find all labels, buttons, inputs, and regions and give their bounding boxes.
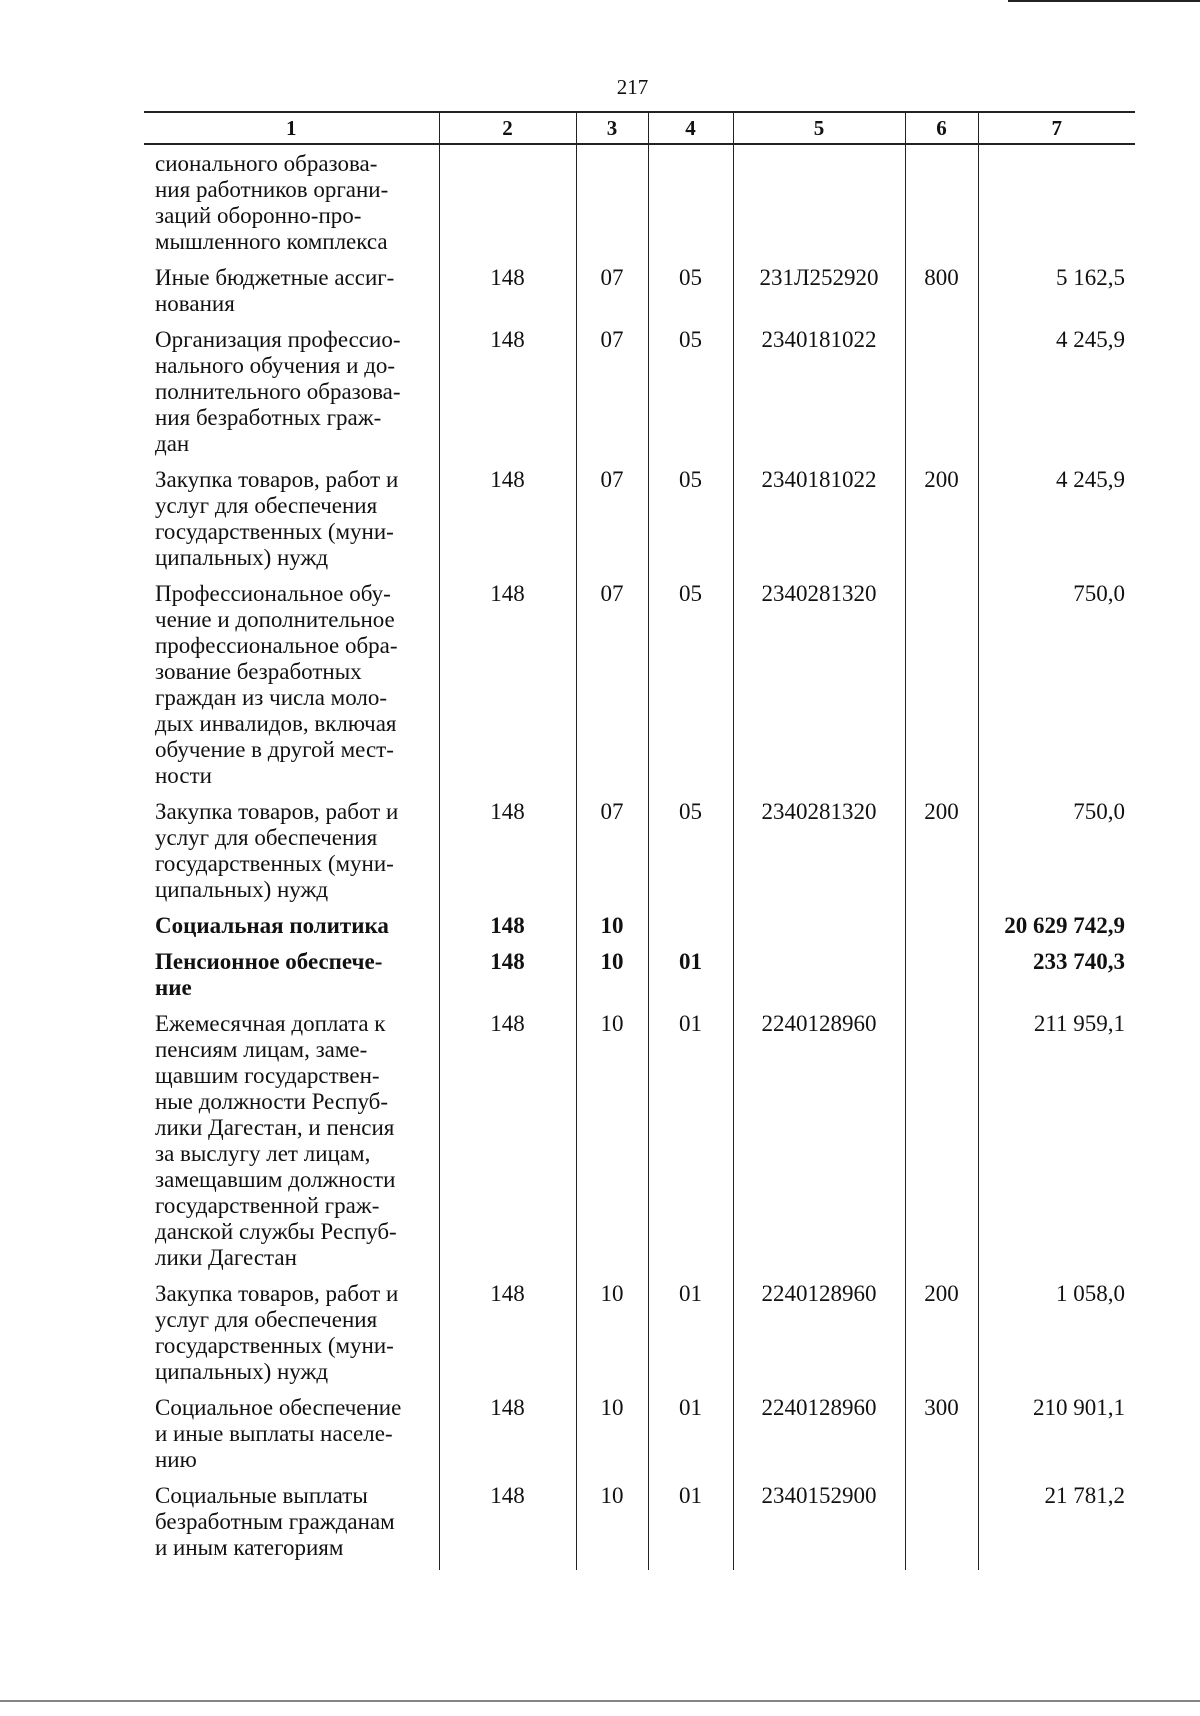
cell-name: Закупка товаров, работ и услуг для обеспечения государственных (муни- ципальных) нужд [155, 799, 399, 902]
cell-name: Социальная политика [155, 913, 389, 938]
cell-name: Ежемесячная доплата к пенсиям лицам, заме- щавшим государствен- ные должности Респуб- лики Дагестан, и пенсия за выслугу лет лицам, замещавшим должности государственной граж- данской службы Респуб- лики Дагестан [155, 1011, 397, 1270]
table-row [144, 466, 1135, 580]
cell-target-article: 2340281320 [733, 580, 905, 798]
cell-target-article: 231Л252920 [733, 264, 905, 326]
cell-expense-type [905, 580, 978, 798]
cell-admin-code: 148 [439, 466, 576, 580]
cell-name: Социальные выплаты безработным гражданам и иным категориям [155, 1483, 395, 1560]
cell-amount: 4 245,9 [978, 466, 1135, 580]
page-number: 217 [616, 75, 649, 99]
table-row [144, 326, 1135, 466]
cell-section: 10 [576, 1394, 648, 1482]
cell-subsection: 05 [648, 798, 733, 912]
cell-section: 07 [576, 326, 648, 466]
cell-expense-type [905, 1482, 978, 1570]
cell-admin-code: 148 [439, 326, 576, 466]
cell-admin-code: 148 [439, 912, 576, 948]
cell-subsection [648, 144, 733, 264]
cell-subsection [648, 912, 733, 948]
cell-admin-code: 148 [439, 798, 576, 912]
cell-name: Организация профессио- нального обучения и до- полнительного образова- ния безработных граж- дан [155, 327, 401, 456]
cell-subsection: 01 [648, 1010, 733, 1280]
cell-expense-type [905, 326, 978, 466]
cell-expense-type [905, 144, 978, 264]
header-col-6: 6 [905, 112, 978, 144]
cell-subsection: 01 [648, 948, 733, 1010]
cell-expense-type [905, 948, 978, 1010]
cell-expense-type: 200 [905, 1280, 978, 1394]
cell-amount: 4 245,9 [978, 326, 1135, 466]
cell-name: Закупка товаров, работ и услуг для обеспечения государственных (муни- ципальных) нужд [155, 1281, 399, 1384]
cell-subsection: 01 [648, 1280, 733, 1394]
table-row [144, 948, 1135, 1010]
cell-section: 10 [576, 1280, 648, 1394]
header-row [144, 112, 1135, 144]
cell-target-article [733, 144, 905, 264]
cell-admin-code: 148 [439, 948, 576, 1010]
cell-admin-code: 148 [439, 264, 576, 326]
table-row [144, 1280, 1135, 1394]
table-row [144, 1394, 1135, 1482]
cell-name: Профессиональное обу- чение и дополнительное профессиональное обра- зование безработных граждан из числа моло- дых инвалидов, включая обучение в другой мест- ности [155, 581, 398, 788]
budget-table [144, 111, 1135, 1570]
cell-amount: 233 740,3 [978, 948, 1135, 1010]
cell-target-article: 2340181022 [733, 326, 905, 466]
cell-section [576, 144, 648, 264]
cell-target-article: 2340281320 [733, 798, 905, 912]
cell-amount: 210 901,1 [978, 1394, 1135, 1482]
cell-admin-code: 148 [439, 1482, 576, 1570]
cell-expense-type: 800 [905, 264, 978, 326]
cell-expense-type: 200 [905, 466, 978, 580]
cell-target-article: 2340181022 [733, 466, 905, 580]
header-col-5: 5 [733, 112, 905, 144]
cell-expense-type [905, 1010, 978, 1280]
cell-admin-code: 148 [439, 1394, 576, 1482]
cell-amount: 750,0 [978, 580, 1135, 798]
cell-section: 07 [576, 466, 648, 580]
cell-target-article: 2240128960 [733, 1280, 905, 1394]
cell-section: 10 [576, 1010, 648, 1280]
cell-name: Пенсионное обеспече- ние [155, 949, 383, 1000]
cell-name: сионального образова- ния работников органи- заций оборонно-про- мышленного комплекса [155, 151, 389, 254]
cell-expense-type: 200 [905, 798, 978, 912]
table-row [144, 1482, 1135, 1570]
header-col-3: 3 [576, 112, 648, 144]
cell-admin-code: 148 [439, 1010, 576, 1280]
cell-section: 07 [576, 798, 648, 912]
cell-section: 10 [576, 1482, 648, 1570]
table-row [144, 912, 1135, 948]
table-row [144, 798, 1135, 912]
header-col-2: 2 [439, 112, 576, 144]
cell-section: 10 [576, 948, 648, 1010]
cell-subsection: 01 [648, 1394, 733, 1482]
cell-target-article [733, 912, 905, 948]
cell-admin-code [439, 144, 576, 264]
table-row [144, 144, 1135, 264]
cell-section: 07 [576, 264, 648, 326]
cell-subsection: 05 [648, 580, 733, 798]
cell-subsection: 01 [648, 1482, 733, 1570]
cell-amount [978, 144, 1135, 264]
header-col-4: 4 [648, 112, 733, 144]
cell-subsection: 05 [648, 326, 733, 466]
cell-amount: 20 629 742,9 [978, 912, 1135, 948]
bottom-edge-rule [0, 1700, 1200, 1702]
cell-amount: 750,0 [978, 798, 1135, 912]
cell-target-article [733, 948, 905, 1010]
cell-subsection: 05 [648, 264, 733, 326]
table-body [144, 144, 1135, 1570]
cell-target-article: 2340152900 [733, 1482, 905, 1570]
header-col-1: 1 [144, 112, 439, 144]
cell-name: Социальное обеспечение и иные выплаты населе- нию [155, 1395, 402, 1472]
cell-amount: 1 058,0 [978, 1280, 1135, 1394]
table-row [144, 580, 1135, 798]
table-row [144, 1010, 1135, 1280]
cell-name: Закупка товаров, работ и услуг для обеспечения государственных (муни- ципальных) нужд [155, 467, 399, 570]
cell-name: Иные бюджетные ассиг- нования [155, 265, 395, 316]
cell-subsection: 05 [648, 466, 733, 580]
cell-admin-code: 148 [439, 1280, 576, 1394]
cell-section: 07 [576, 580, 648, 798]
cell-expense-type [905, 912, 978, 948]
cell-amount: 5 162,5 [978, 264, 1135, 326]
cell-target-article: 2240128960 [733, 1394, 905, 1482]
cell-amount: 21 781,2 [978, 1482, 1135, 1570]
top-edge-rule [1008, 0, 1200, 2]
table-row [144, 264, 1135, 326]
cell-target-article: 2240128960 [733, 1010, 905, 1280]
header-col-7: 7 [978, 112, 1135, 144]
cell-expense-type: 300 [905, 1394, 978, 1482]
cell-admin-code: 148 [439, 580, 576, 798]
cell-amount: 211 959,1 [978, 1010, 1135, 1280]
cell-section: 10 [576, 912, 648, 948]
